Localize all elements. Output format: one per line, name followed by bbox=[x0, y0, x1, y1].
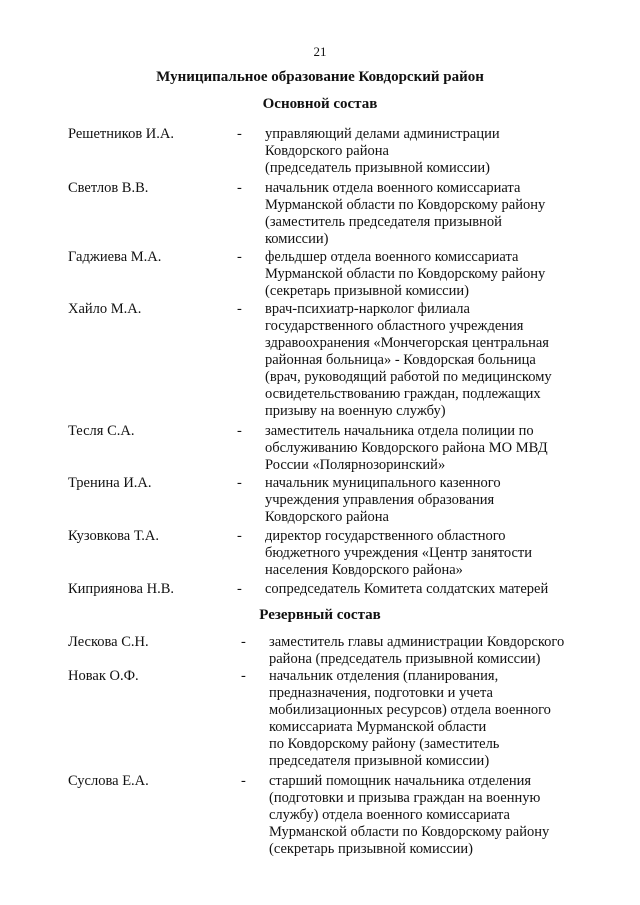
member-name: Кузовкова Т.А. bbox=[68, 528, 159, 544]
member-description-line: фельдшер отдела военного комиссариата bbox=[265, 249, 519, 265]
member-dash: - bbox=[237, 126, 242, 142]
member-description-line: Ковдорского района bbox=[265, 509, 389, 525]
member-description-line: Мурманской области по Ковдорскому району bbox=[265, 197, 546, 213]
member-description-line: управляющий делами администрации bbox=[265, 126, 500, 142]
member-description bbox=[265, 126, 500, 177]
member-description bbox=[269, 773, 549, 858]
member-name: Тесля С.А. bbox=[68, 423, 135, 439]
member-name: Новак О.Ф. bbox=[68, 668, 139, 684]
member-description-line: района (председатель призывной комиссии) bbox=[269, 651, 541, 667]
member-description-line: освидетельствованию граждан, подлежащих bbox=[265, 386, 541, 402]
member-description bbox=[265, 249, 545, 300]
member-name: Киприянова Н.В. bbox=[68, 581, 174, 597]
member-dash: - bbox=[237, 423, 242, 439]
member-name: Лескова С.Н. bbox=[68, 634, 149, 650]
member-description-line: Мурманской области по Ковдорскому району bbox=[265, 266, 546, 282]
member-description-line: (секретарь призывной комиссии) bbox=[265, 283, 469, 299]
member-description-line: (врач, руководящий работой по медицинскому bbox=[265, 369, 552, 385]
member-dash: - bbox=[237, 528, 242, 544]
member-description bbox=[265, 528, 532, 579]
member-description-line: бюджетного учреждения «Центр занятости bbox=[265, 545, 532, 561]
member-description-line: (секретарь призывной комиссии) bbox=[269, 841, 473, 857]
member-dash: - bbox=[237, 475, 242, 491]
member-description-line: учреждения управления образования bbox=[265, 492, 495, 508]
member-name: Решетников И.А. bbox=[68, 126, 174, 142]
member-description-line: начальник муниципального казенного bbox=[265, 475, 501, 491]
member-description-line: начальник отдела военного комиссариата bbox=[265, 180, 521, 196]
member-description-line: предназначения, подготовки и учета bbox=[269, 685, 493, 701]
member-dash: - bbox=[237, 581, 242, 597]
member-description-line: районная больница» - Ковдорская больница bbox=[265, 352, 536, 368]
member-description-line: России «Полярнозоринский» bbox=[265, 457, 446, 473]
member-name: Светлов В.В. bbox=[68, 180, 149, 196]
member-description-line: населения Ковдорского района» bbox=[265, 562, 463, 578]
member-description-line: комиссариата Мурманской области bbox=[269, 719, 487, 735]
member-description-line: службу) отдела военного комиссариата bbox=[269, 807, 510, 823]
member-name: Гаджиева М.А. bbox=[68, 249, 162, 265]
member-description-line: по Ковдорскому району (заместитель bbox=[269, 736, 500, 752]
member-description-line: Мурманской области по Ковдорскому району bbox=[269, 824, 550, 840]
member-description-line: заместитель начальника отдела полиции по bbox=[265, 423, 534, 439]
member-description-line: здравоохранения «Мончегорская центральная bbox=[265, 335, 549, 351]
member-dash: - bbox=[237, 301, 242, 317]
member-description-line: (подготовки и призыва граждан на военную bbox=[269, 790, 541, 806]
member-description-line: обслуживанию Ковдорского района МО МВД bbox=[265, 440, 548, 456]
document-title: Муниципальное образование Ковдорский район bbox=[156, 69, 484, 85]
member-description bbox=[265, 180, 545, 248]
member-description bbox=[265, 581, 548, 598]
member-description-line: старший помощник начальника отделения bbox=[269, 773, 532, 789]
member-dash: - bbox=[241, 668, 246, 684]
member-description bbox=[265, 475, 501, 526]
reserve-section-heading: Резервный состав bbox=[259, 607, 381, 623]
member-description-line: Ковдорского района bbox=[265, 143, 389, 159]
member-dash: - bbox=[237, 180, 242, 196]
member-dash: - bbox=[241, 773, 246, 789]
member-description-line: сопредседатель Комитета солдатских матерей bbox=[265, 581, 549, 597]
member-dash: - bbox=[237, 249, 242, 265]
member-description-line: директор государственного областного bbox=[265, 528, 506, 544]
member-description-line: председателя призывной комиссии) bbox=[269, 753, 490, 769]
member-description-line: мобилизационных ресурсов) отдела военного bbox=[269, 702, 551, 718]
member-description-line: заместитель главы администрации Ковдорского bbox=[269, 634, 565, 650]
member-description bbox=[269, 668, 551, 770]
member-description bbox=[269, 634, 564, 668]
member-description-line: начальник отделения (планирования, bbox=[269, 668, 499, 684]
member-name: Суслова Е.А. bbox=[68, 773, 149, 789]
member-description-line: (заместитель председателя призывной bbox=[265, 214, 502, 230]
member-dash: - bbox=[241, 634, 246, 650]
member-description-line: комиссии) bbox=[265, 231, 329, 247]
member-name: Хайло М.А. bbox=[68, 301, 142, 317]
member-description-line: призыву на военную службу) bbox=[265, 403, 446, 419]
member-description-line: врач-психиатр-нарколог филиала bbox=[265, 301, 470, 317]
member-description bbox=[265, 423, 548, 474]
member-description bbox=[265, 301, 552, 420]
member-description-line: (председатель призывной комиссии) bbox=[265, 160, 490, 176]
member-description-line: государственного областного учреждения bbox=[265, 318, 524, 334]
member-name: Тренина И.А. bbox=[68, 475, 152, 491]
page-number: 21 bbox=[313, 44, 327, 59]
main-section-heading: Основной состав bbox=[262, 96, 378, 112]
